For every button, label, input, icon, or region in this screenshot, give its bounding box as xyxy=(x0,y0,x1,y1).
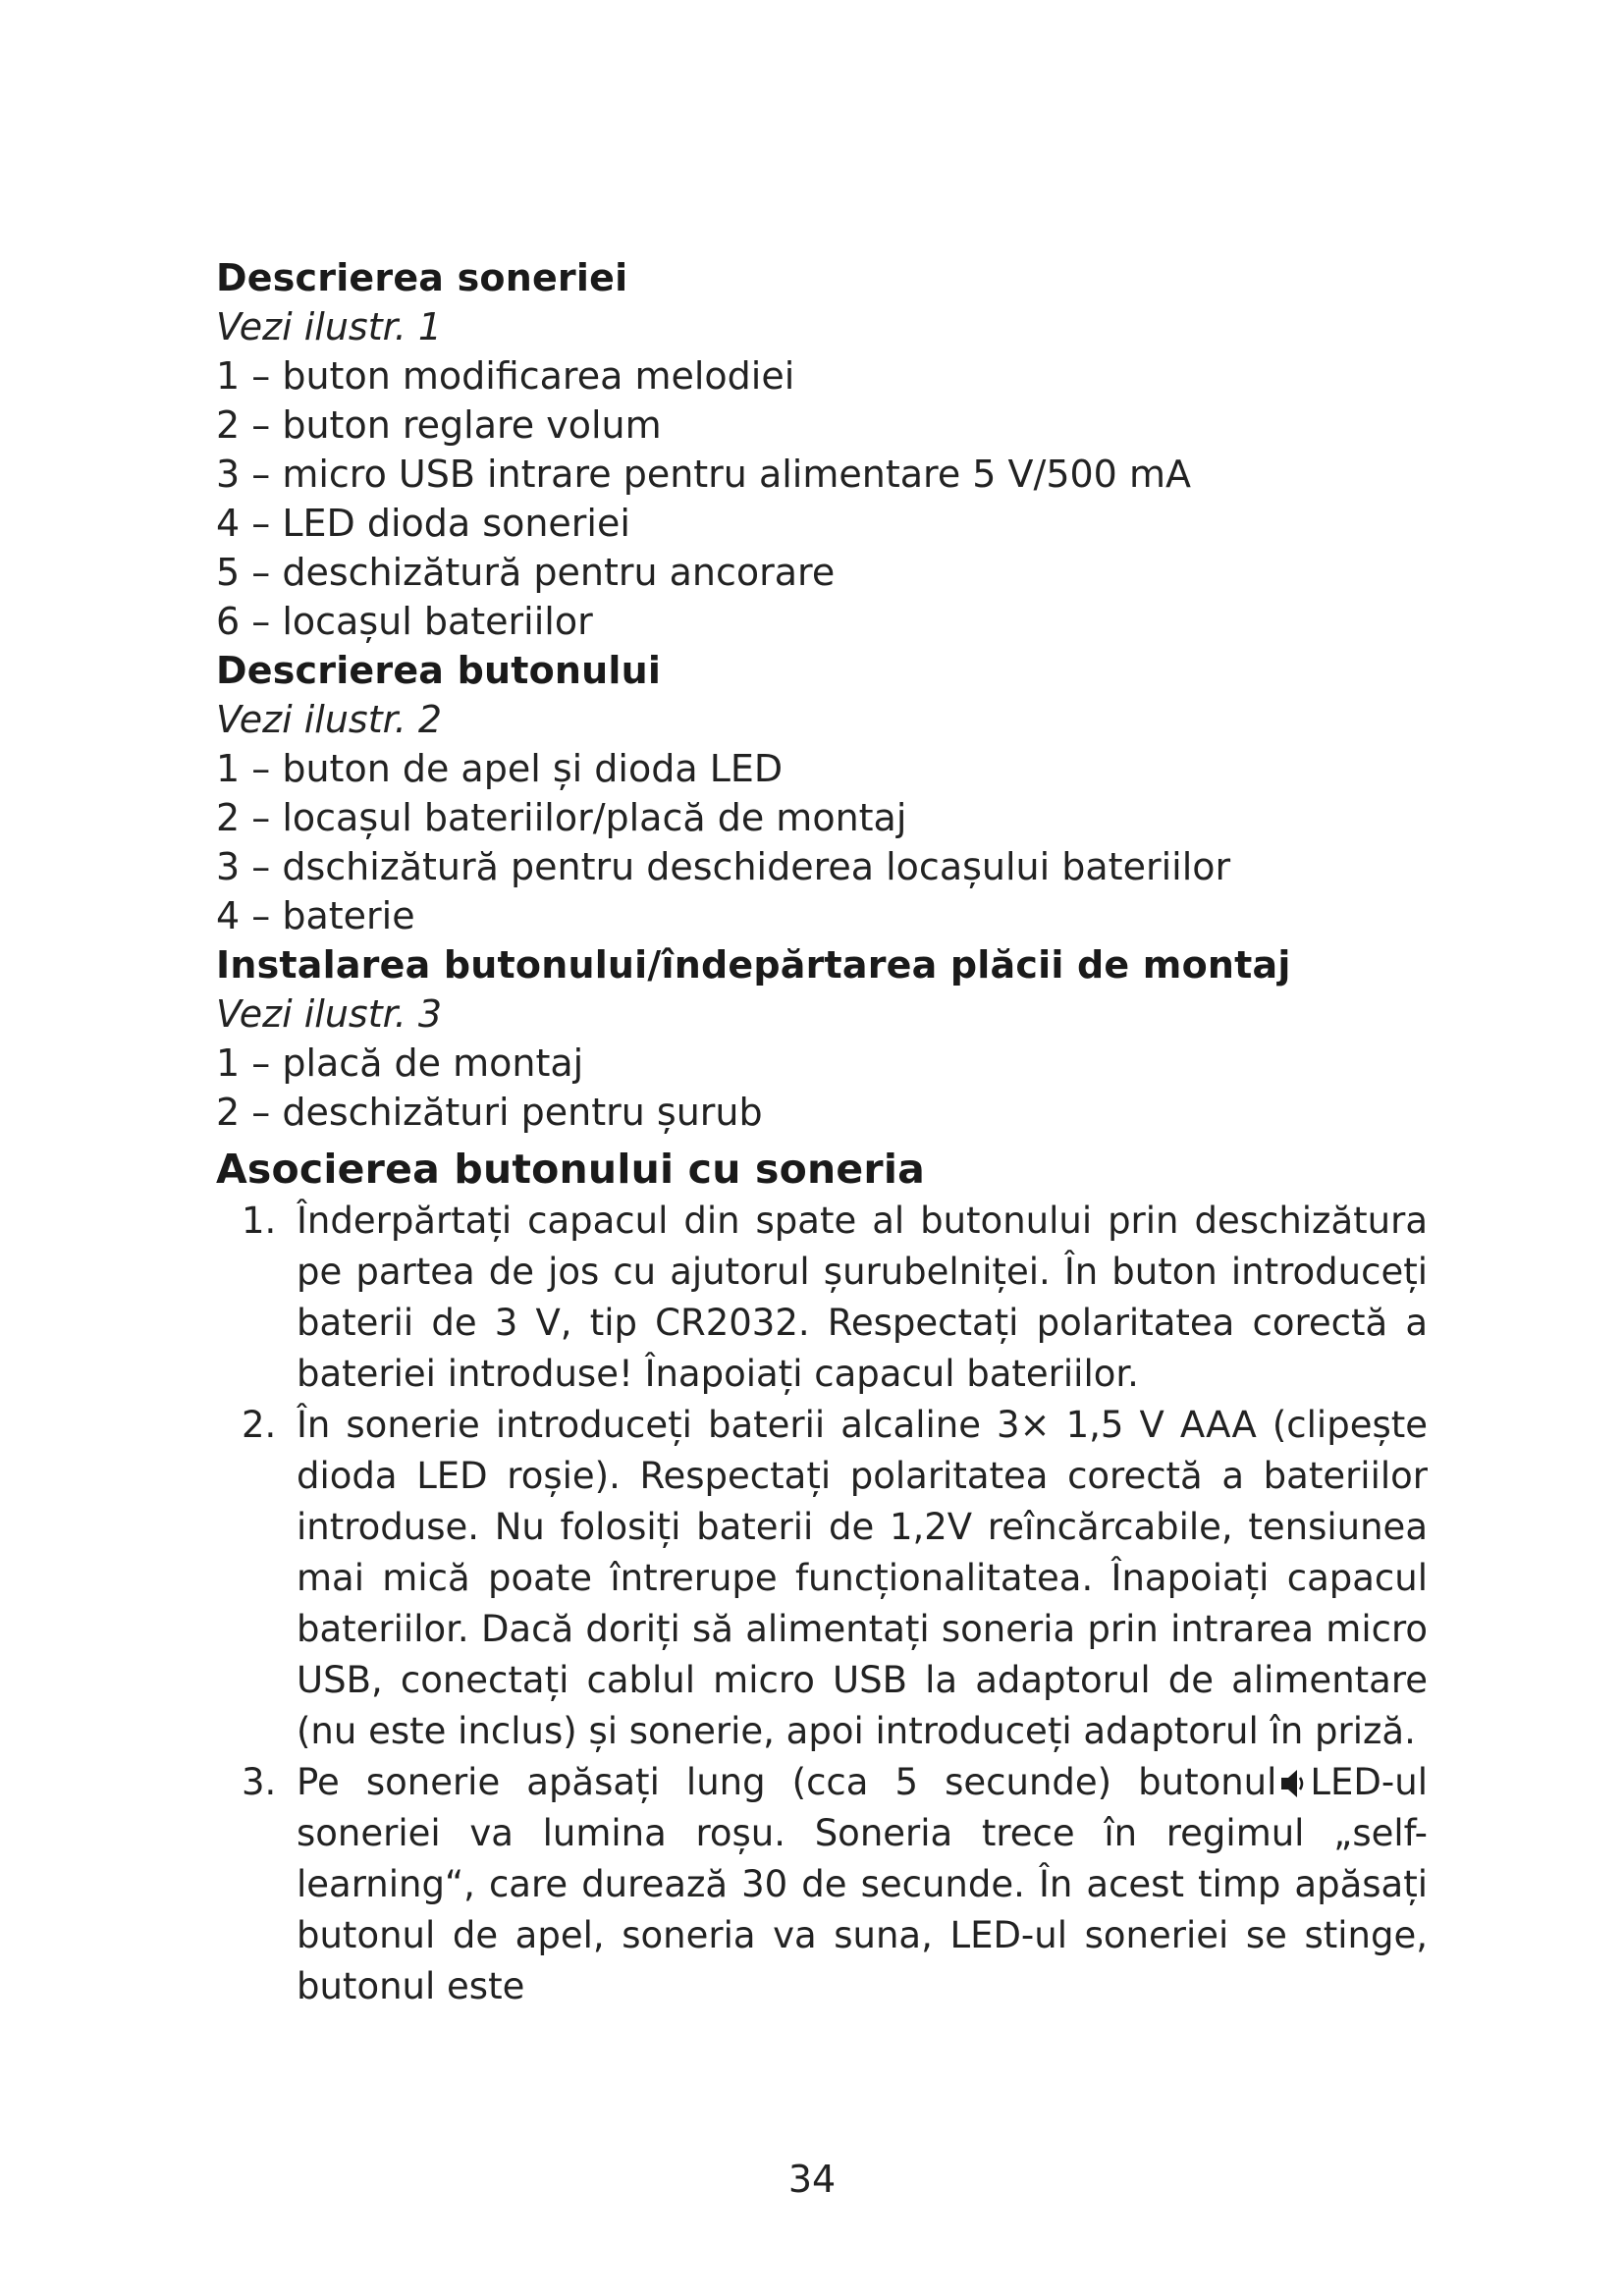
list-item: 1 – buton modificarea melodiei xyxy=(216,354,795,398)
list-item: 4 – baterie xyxy=(216,894,415,937)
list-item: 6 – locașul bateriilor xyxy=(216,600,593,643)
step-item xyxy=(216,1400,1428,1757)
section-title-bell: Descrierea soneriei xyxy=(216,256,628,299)
page-number: 34 xyxy=(787,2158,837,2201)
speaker-icon xyxy=(1278,1763,1308,1796)
step-number: 3. xyxy=(242,1761,277,1803)
step-number: 2. xyxy=(242,1404,277,1446)
step-text-before: Pe sonerie apăsați lung (cca 5 secunde) butonul xyxy=(297,1761,1277,1803)
list-item: 3 – micro USB intrare pentru alimentare 5 V/500 mA xyxy=(216,453,1191,496)
list-item: 2 – deschizături pentru șurub xyxy=(216,1091,763,1134)
section-title-button: Descrierea butonului xyxy=(216,649,662,692)
step-number: 1. xyxy=(242,1200,277,1242)
list-item: 2 – locașul bateriilor/placă de montaj xyxy=(216,796,907,839)
illustration-ref-2: Vezi ilustr. 2 xyxy=(216,698,443,741)
list-item: 1 – placă de montaj xyxy=(216,1041,584,1085)
pairing-steps xyxy=(216,1196,1428,2012)
step-item xyxy=(216,1196,1428,1400)
list-item: 2 – buton reglare volum xyxy=(216,403,662,447)
bell-parts-list xyxy=(216,351,1428,646)
section-title-pairing: Asocierea butonului cu soneria xyxy=(216,1146,925,1193)
step-text-after: LED-ul soneriei va lumina roșu. Soneria trece în regimul „self-learning“, care durează 30 de secunde. În acest timp apăsați butonul de apel, soneria va suna, LED-ul soneriei se stinge, butonul este xyxy=(297,1761,1428,2007)
step-text: Înderpărtați capacul din spate al butonului prin deschizătura pe partea de jos cu ajutorul șurubelniței. În buton introduceți baterii de 3 V, tip CR2032. Respectați polaritatea corectă a bateriei introduse! Înapoiați capacul bateriilor. xyxy=(297,1200,1428,1395)
list-item: 1 – buton de apel și dioda LED xyxy=(216,747,784,790)
page-content xyxy=(216,253,1428,2012)
illustration-ref-3: Vezi ilustr. 3 xyxy=(216,992,443,1036)
list-item: 3 – dschizătură pentru deschiderea locașului bateriilor xyxy=(216,845,1231,888)
step-text: În sonerie introduceți baterii alcaline 3× 1,5 V AAA (clipește dioda LED roșie). Respectați polaritatea corectă a bateriilor introduse. Nu folosiți baterii de 1,2V reîncărcabile, tensiunea mai mică poate întrerupe funcționalitatea. Înapoiați capacul bateriilor. Dacă doriți să alimentați soneria prin intrarea micro USB, conectați cablul micro USB la adaptorul de alimentare (nu este inclus) și sonerie, apoi introduceți adaptorul în priză. xyxy=(297,1404,1428,1752)
illustration-ref-1: Vezi ilustr. 1 xyxy=(216,305,443,348)
button-parts-list xyxy=(216,744,1428,940)
install-parts-list xyxy=(216,1039,1428,1137)
step-item xyxy=(216,1757,1428,2012)
list-item: 5 – deschizătură pentru ancorare xyxy=(216,551,836,594)
list-item: 4 – LED dioda soneriei xyxy=(216,502,630,545)
section-title-install: Instalarea butonului/îndepărtarea plăcii de montaj xyxy=(216,943,1291,987)
